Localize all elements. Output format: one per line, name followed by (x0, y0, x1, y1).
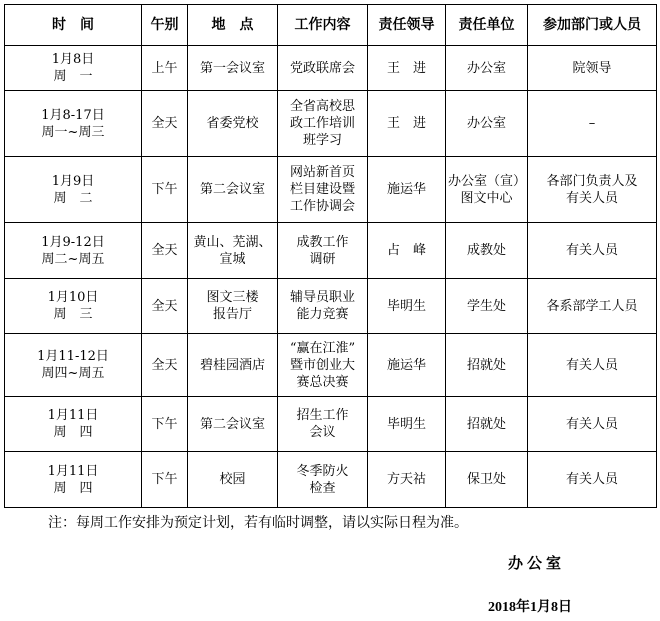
participants-cell-line: 各系部学工人员 (546, 298, 638, 314)
unit-cell (446, 452, 528, 508)
leader-cell: 毕明生 (368, 279, 446, 334)
date-cell-line: 1月8-17日 (41, 107, 105, 123)
unit-cell (446, 91, 528, 157)
date-cell-line: 1月10日 (47, 290, 99, 305)
place-cell (188, 91, 278, 157)
place-cell-line: 校园 (219, 472, 246, 487)
table-row (5, 223, 657, 279)
period-cell: 全天 (142, 334, 188, 397)
leader-cell: 施运华 (368, 157, 446, 223)
date-cell (5, 223, 142, 279)
unit-cell (446, 46, 528, 91)
place-cell (188, 397, 278, 452)
content-cell-line: 班学习 (302, 133, 342, 148)
participants-cell (528, 452, 657, 508)
date-cell-line: 1月8日 (51, 52, 95, 67)
content-cell (278, 223, 368, 279)
leader-cell: 施运华 (368, 334, 446, 397)
period-cell: 上午 (142, 46, 188, 91)
period-cell: 全天 (142, 279, 188, 334)
leader-cell: 方天祜 (368, 452, 446, 508)
content-cell-line: 成教工作 (296, 234, 349, 250)
participants-cell-line: 各部门负责人及 (546, 173, 638, 189)
unit-cell-line: 招就处 (466, 357, 506, 373)
content-cell (278, 334, 368, 397)
table-row (5, 157, 657, 223)
content-cell-line: 辅导员职业 (289, 290, 355, 305)
participants-cell (528, 334, 657, 397)
date-cell-line: 周 四 (53, 480, 93, 496)
date-cell (5, 279, 142, 334)
participants-cell (528, 279, 657, 334)
unit-cell-line: 保卫处 (466, 472, 506, 487)
content-cell (278, 397, 368, 452)
leader-cell: 占 峰 (368, 223, 446, 279)
table-row (5, 91, 657, 157)
date-cell-line: 1月11-12日 (37, 349, 109, 364)
content-cell-line: 党政联席会 (289, 60, 355, 76)
unit-cell (446, 279, 528, 334)
date-cell-line: 1月11日 (47, 408, 99, 423)
date-cell (5, 334, 142, 397)
date-cell-line: 1月9-12日 (41, 234, 105, 250)
place-cell (188, 334, 278, 397)
date-cell-line: 周 二 (53, 190, 93, 206)
content-cell-line: 会议 (309, 425, 336, 440)
content-cell-line: 全省高校思 (289, 99, 355, 114)
table-row (5, 452, 657, 508)
date-cell (5, 397, 142, 452)
unit-cell (446, 223, 528, 279)
content-cell-line: 网站新首页 (289, 165, 355, 180)
unit-cell-line: 办公室 (466, 116, 506, 131)
unit-cell-line: 办公室（宣） (448, 173, 527, 189)
content-cell-line: 政工作培训 (289, 116, 355, 131)
participants-cell (528, 91, 657, 157)
content-cell-line: 赛总决赛 (296, 374, 349, 390)
content-cell-line: 调研 (309, 251, 336, 267)
place-cell-line: 第一会议室 (199, 60, 265, 76)
participants-cell-line: 有关人员 (565, 357, 618, 373)
content-cell (278, 157, 368, 223)
table-row (5, 46, 657, 91)
place-cell-line: 碧桂园酒店 (199, 357, 265, 373)
date-cell (5, 157, 142, 223)
content-cell-line: 工作协调会 (289, 199, 355, 214)
footnote: 注：每周工作安排为预定计划，若有临时调整，请以实际日程为准。 (48, 515, 468, 531)
place-cell-line: 黄山、芜湖、 (193, 234, 272, 250)
date-cell-line: 周 四 (53, 425, 93, 440)
header-participants: 参加部门或人员 (528, 5, 657, 46)
leader-cell: 王 进 (368, 46, 446, 91)
content-cell (278, 279, 368, 334)
unit-cell-line: 办公室 (466, 60, 506, 76)
date-cell-line: 周二~周五 (41, 251, 105, 267)
participants-cell (528, 46, 657, 91)
place-cell (188, 157, 278, 223)
place-cell-line: 报告厅 (212, 307, 252, 322)
unit-cell (446, 397, 528, 452)
place-cell-line: 省委党校 (206, 116, 259, 131)
header-place: 地 点 (188, 5, 278, 46)
period-cell: 下午 (142, 157, 188, 223)
header-time: 时 间 (5, 5, 142, 46)
unit-cell (446, 157, 528, 223)
unit-cell-line: 成教处 (466, 243, 506, 258)
header-content: 工作内容 (278, 5, 368, 46)
table-row (5, 279, 657, 334)
participants-cell-line: 有关人员 (565, 472, 618, 487)
content-cell-line: “赢在江淮” (289, 340, 356, 356)
content-cell (278, 46, 368, 91)
content-cell (278, 452, 368, 508)
date-cell-line: 周四~周五 (41, 366, 105, 381)
period-cell: 全天 (142, 223, 188, 279)
date-cell (5, 91, 142, 157)
unit-cell-line: 招就处 (466, 416, 506, 432)
participants-cell-line: 有关人员 (565, 243, 618, 258)
date-cell-line: 1月11日 (47, 463, 99, 479)
place-cell-line: 图文三楼 (206, 290, 259, 305)
leader-cell: 毕明生 (368, 397, 446, 452)
participants-cell (528, 223, 657, 279)
date-cell (5, 452, 142, 508)
content-cell-line: 招生工作 (296, 408, 349, 423)
issuer-signature: 办公室 (508, 554, 566, 572)
content-cell-line: 栏目建设暨 (289, 182, 355, 197)
participants-cell-line: – (588, 116, 596, 131)
table-row (5, 334, 657, 397)
period-cell: 下午 (142, 452, 188, 508)
period-cell: 下午 (142, 397, 188, 452)
header-row (5, 5, 657, 46)
participants-cell-line: 有关人员 (565, 416, 618, 432)
header-period: 午别 (142, 5, 188, 46)
date-cell (5, 46, 142, 91)
leader-cell: 王 进 (368, 91, 446, 157)
content-cell-line: 能力竞赛 (296, 307, 349, 322)
period-cell: 全天 (142, 91, 188, 157)
participants-cell (528, 397, 657, 452)
date-cell-line: 周 三 (53, 307, 93, 322)
participants-cell-line: 有关人员 (565, 190, 618, 206)
date-cell-line: 周一~周三 (41, 124, 105, 140)
unit-cell (446, 334, 528, 397)
content-cell-line: 暨市创业大 (289, 357, 355, 373)
participants-cell (528, 157, 657, 223)
place-cell (188, 223, 278, 279)
place-cell-line: 宣城 (219, 251, 246, 267)
header-unit: 责任单位 (446, 5, 528, 46)
header-leader: 责任领导 (368, 5, 446, 46)
content-cell-line: 冬季防火 (296, 463, 349, 479)
place-cell-line: 第二会议室 (199, 416, 265, 432)
participants-cell-line: 院领导 (572, 60, 612, 76)
schedule-table (4, 4, 657, 508)
unit-cell-line: 学生处 (466, 298, 506, 314)
unit-cell-line: 图文中心 (460, 190, 513, 206)
place-cell (188, 279, 278, 334)
content-cell-line: 检查 (309, 480, 336, 496)
date-cell-line: 周 一 (53, 69, 93, 84)
content-cell (278, 91, 368, 157)
place-cell (188, 46, 278, 91)
place-cell (188, 452, 278, 508)
date-cell-line: 1月9日 (51, 173, 95, 189)
issue-date: 2018年1月8日 (488, 600, 572, 615)
place-cell-line: 第二会议室 (199, 182, 265, 197)
table-row (5, 397, 657, 452)
